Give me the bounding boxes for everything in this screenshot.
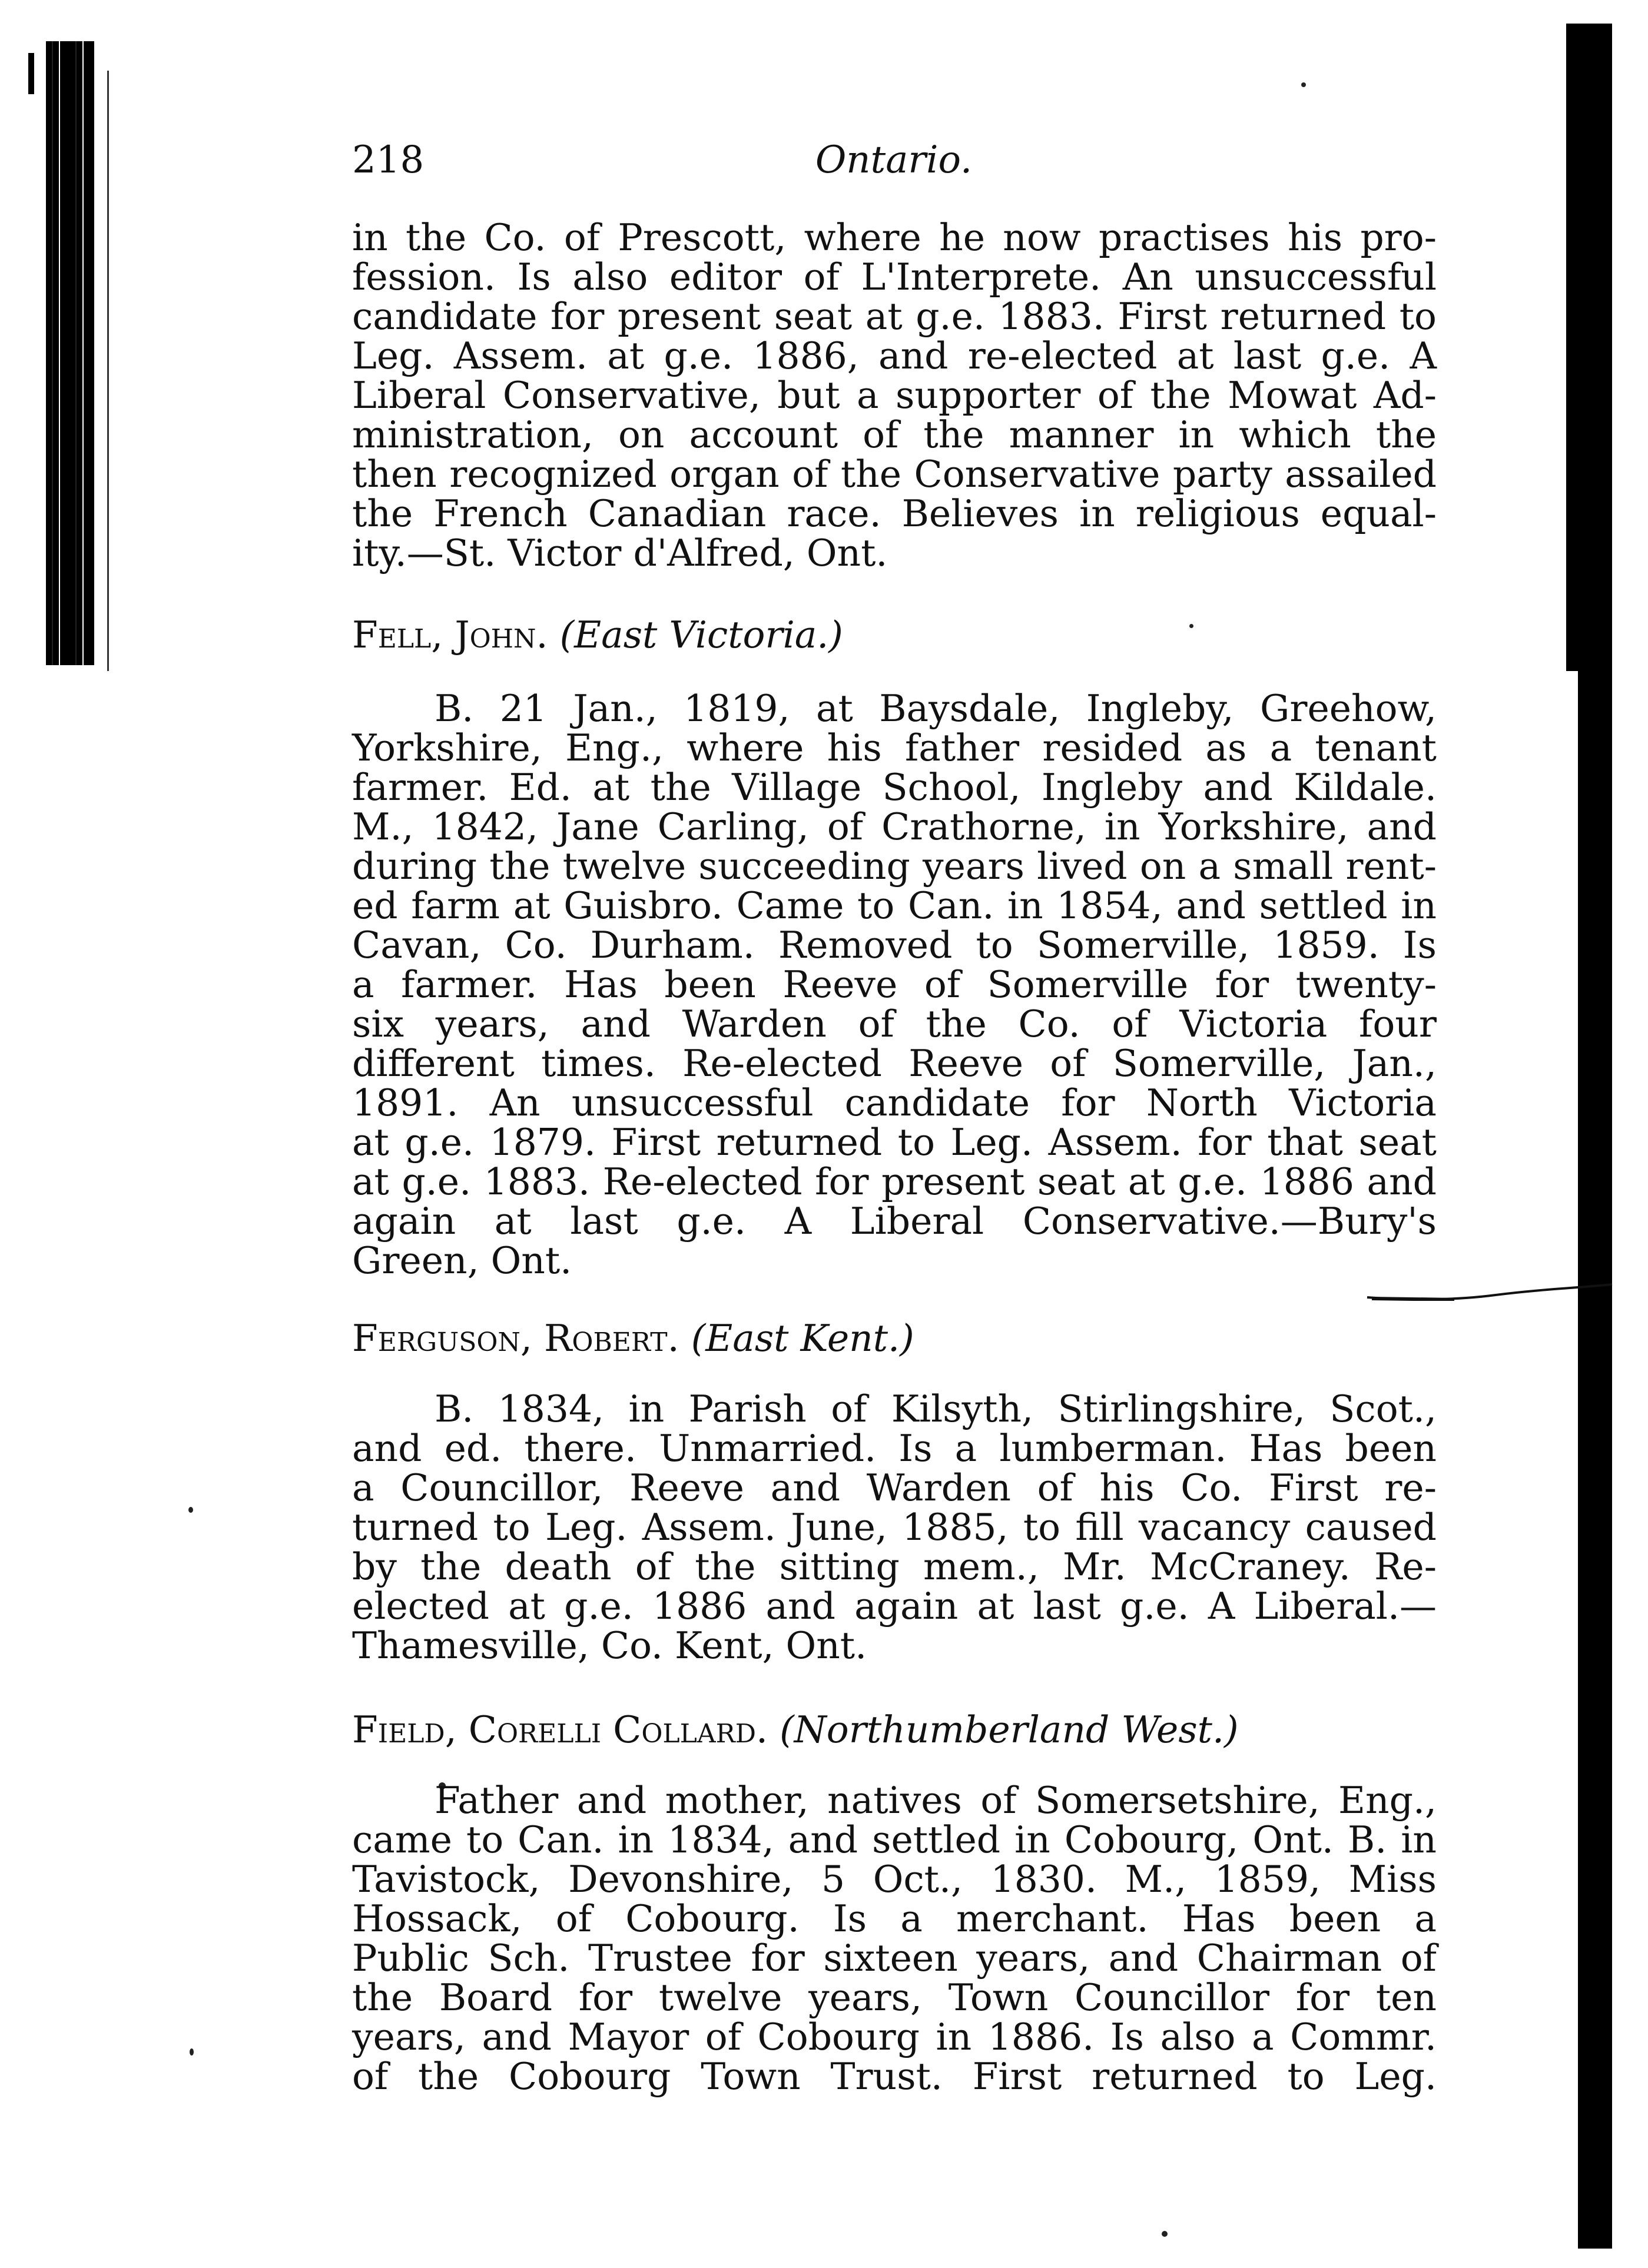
text-line: elected at g.e. 1886 and again at last g.e. A Liberal.— xyxy=(352,1585,1437,1628)
entry-name: Field, Corelli Collard. xyxy=(352,1708,768,1751)
text-line: Hossack, of Cobourg. Is a merchant. Has been a xyxy=(352,1897,1437,1940)
text-line: Tavistock, Devonshire, 5 Oct., 1830. M., 1859, Miss xyxy=(352,1858,1437,1901)
scan-mark-left xyxy=(28,53,34,94)
page-number: 218 xyxy=(352,138,425,182)
ink-speck xyxy=(1189,624,1193,628)
text-line: years, and Mayor of Cobourg in 1886. Is also a Commr. xyxy=(352,2015,1437,2058)
text-line: different times. Re-elected Reeve of Somerville, Jan., xyxy=(352,1042,1437,1085)
text-line: the French Canadian race. Believes in religious equal- xyxy=(352,492,1437,535)
text-line: came to Can. in 1834, and settled in Cobourg, Ont. B. in xyxy=(352,1818,1437,1861)
entry-paragraph xyxy=(352,689,1437,1280)
scan-rule-left xyxy=(107,71,109,671)
text-line: Cavan, Co. Durham. Removed to Somerville, 1859. Is xyxy=(352,924,1437,967)
text-line: ministration, on account of the manner in which the xyxy=(352,413,1437,456)
entry-name: Ferguson, Robert. xyxy=(352,1317,679,1360)
ink-speck xyxy=(188,1507,193,1513)
text-line: fession. Is also editor of L'Interprete. An unsuccessful xyxy=(352,255,1437,298)
text-line: Yorkshire, Eng., where his father resided as a tenant xyxy=(352,726,1437,769)
text-line: during the twelve succeeding years lived on a small rent- xyxy=(352,845,1437,888)
entry-paragraph xyxy=(352,1389,1437,1665)
text-line: 1891. An unsuccessful candidate for North Victoria xyxy=(352,1081,1437,1124)
entry-paragraph xyxy=(352,1781,1437,2096)
ink-speck xyxy=(1301,82,1306,87)
text-line: Liberal Conservative, but a supporter of the Mowat Ad- xyxy=(352,374,1437,417)
continuation-paragraph xyxy=(352,218,1437,573)
pen-stroke-mark xyxy=(1366,1283,1613,1301)
text-line: and ed. there. Unmarried. Is a lumberman. Has been xyxy=(352,1427,1437,1470)
text-line: of the Cobourg Town Trust. First returned to Leg. xyxy=(352,2055,1437,2098)
entry-constituency: (East Victoria.) xyxy=(559,613,843,656)
entry-heading xyxy=(352,1319,914,1358)
entry-constituency: (East Kent.) xyxy=(691,1317,914,1360)
running-title: Ontario. xyxy=(815,138,973,182)
entry-heading xyxy=(352,615,843,655)
text-line: candidate for present seat at g.e. 1883. First returned to xyxy=(352,295,1437,338)
text-line: then recognized organ of the Conservative party assailed xyxy=(352,453,1437,496)
text-line: Public Sch. Trustee for sixteen years, and Chairman of xyxy=(352,1937,1437,1980)
text-line: ed farm at Guisbro. Came to Can. in 1854, and settled in xyxy=(352,884,1437,927)
text-line: at g.e. 1883. Re-elected for present seat at g.e. 1886 and xyxy=(352,1160,1437,1203)
scan-edge-right-notch xyxy=(1566,24,1578,671)
scan-binding-edge-right xyxy=(1578,24,1612,2249)
text-line: again at last g.e. A Liberal Conservative.—Bury's xyxy=(352,1200,1437,1243)
text-line: the Board for twelve years, Town Councillor for ten xyxy=(352,1976,1437,2019)
entry-heading xyxy=(352,1710,1239,1749)
entry-name: Fell, John. xyxy=(352,613,548,656)
text-line: Father and mother, natives of Somersetshire, Eng., xyxy=(435,1779,1437,1822)
text-line: ity.—St. Victor d'Alfred, Ont. xyxy=(352,532,888,575)
text-line: B. 1834, in Parish of Kilsyth, Stirlingshire, Scot., xyxy=(435,1387,1437,1430)
ink-speck xyxy=(1162,2231,1168,2237)
text-line: a farmer. Has been Reeve of Somerville for twenty- xyxy=(352,963,1437,1006)
text-line: a Councillor, Reeve and Warden of his Co. First re- xyxy=(352,1466,1437,1509)
text-line: M., 1842, Jane Carling, of Crathorne, in Yorkshire, and xyxy=(352,805,1437,848)
running-head xyxy=(352,138,1435,180)
text-line: Leg. Assem. at g.e. 1886, and re-elected at last g.e. A xyxy=(352,334,1437,377)
text-line: turned to Leg. Assem. June, 1885, to fill vacancy caused xyxy=(352,1506,1437,1549)
text-line: Thamesville, Co. Kent, Ont. xyxy=(352,1624,867,1667)
text-line: Green, Ont. xyxy=(352,1239,572,1282)
text-line: farmer. Ed. at the Village School, Ingleby and Kildale. xyxy=(352,766,1437,809)
ink-speck xyxy=(190,2048,194,2056)
text-line: six years, and Warden of the Co. of Victoria four xyxy=(352,1002,1437,1045)
text-line: in the Co. of Prescott, where he now practises his pro- xyxy=(352,216,1437,259)
entry-constituency: (Northumberland West.) xyxy=(780,1708,1239,1751)
text-line: B. 21 Jan., 1819, at Baysdale, Ingleby, Greehow, xyxy=(435,687,1437,730)
text-line: at g.e. 1879. First returned to Leg. Assem. for that seat xyxy=(352,1121,1437,1164)
text-line: by the death of the sitting mem., Mr. McCraney. Re- xyxy=(352,1545,1437,1588)
scan-binding-edge-left xyxy=(46,41,94,665)
